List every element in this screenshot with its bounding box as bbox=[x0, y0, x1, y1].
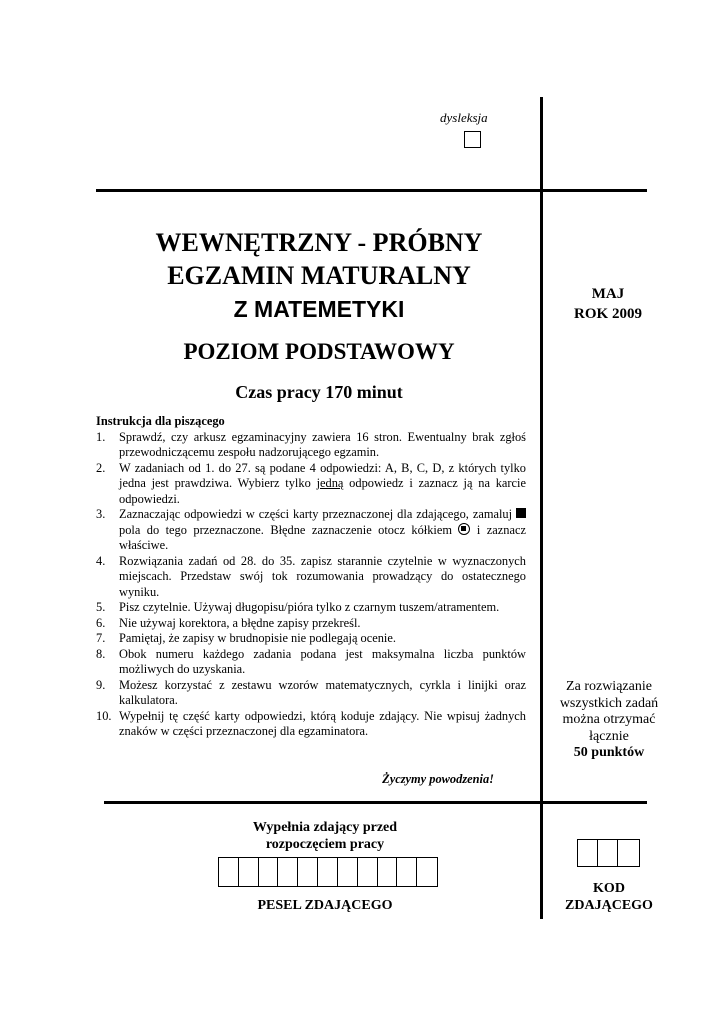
title-line-2: EGZAMIN MATURALNY bbox=[167, 261, 471, 290]
pesel-digit-box[interactable] bbox=[417, 858, 437, 886]
fill-note: Wypełnia zdający przed rozpoczęciem pracy bbox=[252, 820, 398, 852]
pesel-digit-box[interactable] bbox=[358, 858, 378, 886]
pesel-digit-box[interactable] bbox=[239, 858, 259, 886]
instruction-item: 9. Możesz korzystać z zestawu wzorów matematycznych, cyrkla i linijki oraz kalkulatora. bbox=[96, 677, 526, 707]
filled-square-icon bbox=[516, 508, 526, 518]
exam-month: MAJ bbox=[591, 286, 625, 302]
code-digit-box[interactable] bbox=[578, 840, 598, 866]
top-horizontal-rule bbox=[96, 189, 647, 192]
circled-square-icon bbox=[458, 523, 470, 535]
vertical-divider bbox=[540, 97, 543, 919]
instruction-item: 7. Pamiętaj, że zapisy w brudnopisie nie podlegają ocenie. bbox=[96, 631, 396, 645]
instruction-item: 6. Nie używaj korektora, a błędne zapisy przekreśl. bbox=[96, 615, 361, 630]
pesel-digit-box[interactable] bbox=[378, 858, 398, 886]
pesel-digit-box[interactable] bbox=[338, 858, 358, 886]
pesel-digit-box[interactable] bbox=[278, 858, 298, 886]
exam-year: ROK 2009 bbox=[574, 306, 642, 322]
instruction-item: 3. Zaznaczając odpowiedzi w części karty przeznaczonej dla zdającego, zamaluj pola do tego przeznaczone. Błędne zaznaczenie otocz kółkiem i zaznacz właściwe. bbox=[96, 507, 526, 552]
pesel-digit-box[interactable] bbox=[298, 858, 318, 886]
pesel-digit-box[interactable] bbox=[397, 858, 417, 886]
exam-code-boxes[interactable] bbox=[577, 839, 640, 867]
instruction-item: 2. W zadaniach od 1. do 27. są podane 4 odpowiedzi: A, B, C, D, z których tylko jedna jest prawdziwa. Wybierz tylko jedną odpowiedz i zaznacz ją na karcie odpowiedzi. bbox=[96, 460, 526, 506]
dyslexia-label: dysleksja bbox=[440, 110, 488, 125]
instruction-item: 5. Pisz czytelnie. Używaj długopisu/pióra tylko z czarnym tuszem/atramentem. bbox=[96, 600, 500, 614]
title-line-1: WEWNĘTRZNY - PRÓBNY bbox=[155, 228, 483, 257]
code-digit-box[interactable] bbox=[598, 840, 618, 866]
good-luck-wish: Życzymy powodzenia! bbox=[382, 772, 494, 786]
instruction-item: 10. Wypełnij tę część karty odpowiedzi, którą koduje zdający. Nie wpisuj żadnych znaków w części przeznaczonej dla egzaminatora. bbox=[96, 708, 526, 738]
code-digit-box[interactable] bbox=[618, 840, 638, 866]
pesel-label: PESEL ZDAJĄCEGO bbox=[257, 898, 393, 913]
pesel-digit-box[interactable] bbox=[259, 858, 279, 886]
code-label: KOD ZDAJĄCEGO bbox=[565, 881, 653, 913]
pesel-digit-box[interactable] bbox=[318, 858, 338, 886]
bottom-horizontal-rule bbox=[104, 801, 647, 804]
instructions bbox=[96, 414, 526, 740]
exam-time: Czas pracy 170 minut bbox=[235, 382, 403, 402]
exam-level: POZIOM PODSTAWOWY bbox=[183, 339, 455, 364]
dyslexia-checkbox[interactable] bbox=[464, 131, 481, 148]
pesel-input-boxes[interactable] bbox=[218, 857, 438, 887]
title-line-3: Z MATEMETYKI bbox=[233, 296, 405, 322]
points-info: Za rozwiązanie wszystkich zadań można otrzymać łącznie 50 punktów bbox=[559, 679, 659, 760]
instruction-item: 8. Obok numeru każdego zadania podana jest maksymalna liczba punktów możliwych do uzyskania. bbox=[96, 646, 526, 676]
instruction-item: 4. Rozwiązania zadań od 28. do 35. zapisz starannie czytelnie w wyznaczonych miejscach. Przedstaw swój tok rozumowania prowadzący do ostatecznego wyniku. bbox=[96, 553, 526, 599]
pesel-digit-box[interactable] bbox=[219, 858, 239, 886]
instruction-item: 1. Sprawdź, czy arkusz egzaminacyjny zawiera 16 stron. Ewentualny brak zgłoś przewodniczącemu zespołu nadzorującego egzamin. bbox=[96, 429, 526, 459]
instructions-heading: Instrukcja dla piszącego bbox=[96, 414, 225, 428]
